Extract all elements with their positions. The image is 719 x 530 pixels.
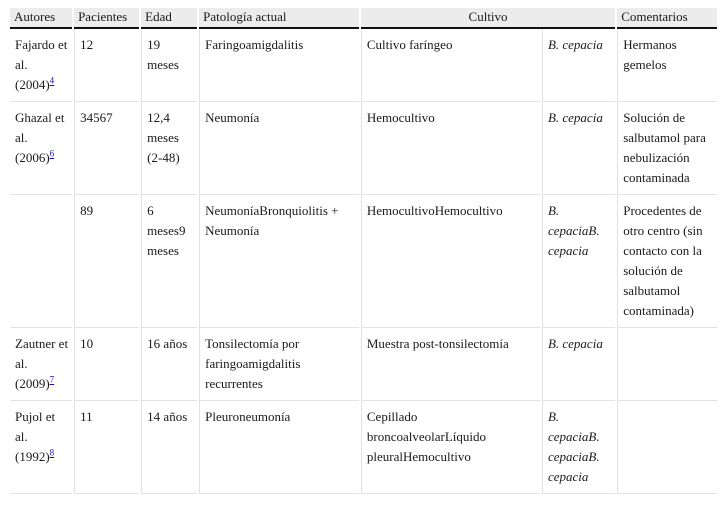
- comments-cell: [617, 401, 717, 494]
- comments-cell: Solución de salbutamol para nebulización contaminada: [617, 102, 717, 195]
- table-row: [10, 29, 717, 102]
- pathology-cell: Tonsilectomía por faringoamigdalitis recurrentes: [199, 328, 359, 401]
- header-comments: Comentarios: [617, 8, 717, 29]
- age-cell: 12,4 meses (2-48): [141, 102, 197, 195]
- author-cell: Ghazal et al. (2006)$^6$: [10, 102, 72, 195]
- table-header-row: [10, 8, 717, 29]
- table-row: [10, 328, 717, 401]
- table-row: [10, 401, 717, 494]
- organism-cell: B. cepacia: [542, 29, 615, 102]
- culture-cell: Cepillado broncoalveolarLíquido pleuralHemocultivo: [361, 401, 540, 494]
- studies-table: [8, 8, 719, 494]
- patients-cell: 10: [74, 328, 139, 401]
- culture-cell: Muestra post-tonsilectomía: [361, 328, 540, 401]
- reference-link[interactable]: 4: [49, 75, 55, 86]
- pathology-cell: Faringoamigdalitis: [199, 29, 359, 102]
- organism-cell: B. cepaciaB. cepacia: [542, 195, 615, 328]
- culture-cell: Cultivo faríngeo: [361, 29, 540, 102]
- comments-cell: Procedentes de otro centro (sin contacto con la solución de salbutamol contaminada): [617, 195, 717, 328]
- culture-cell: HemocultivoHemocultivo: [361, 195, 540, 328]
- organism-cell: B. cepacia: [542, 102, 615, 195]
- reference-link[interactable]: 7: [49, 374, 55, 385]
- patients-cell: 11: [74, 401, 139, 494]
- author-cell: Zautner et al. (2009)$^7$: [10, 328, 72, 401]
- pathology-cell: NeumoníaBronquiolitis + Neumonía: [199, 195, 359, 328]
- reference-link[interactable]: 8: [49, 447, 55, 458]
- header-patients: Pacientes: [74, 8, 139, 29]
- patients-cell: 34567: [74, 102, 139, 195]
- culture-cell: Hemocultivo: [361, 102, 540, 195]
- pathology-cell: Pleuroneumonía: [199, 401, 359, 494]
- header-pathology: Patología actual: [199, 8, 359, 29]
- table-row: [10, 102, 717, 195]
- organism-cell: B. cepacia: [542, 328, 615, 401]
- comments-cell: [617, 328, 717, 401]
- age-cell: 16 años: [141, 328, 197, 401]
- patients-cell: 89: [74, 195, 139, 328]
- author-cell: Fajardo et al. (2004)$^4$: [10, 29, 72, 102]
- patients-cell: 12: [74, 29, 139, 102]
- table-row: [10, 195, 717, 328]
- header-age: Edad: [141, 8, 197, 29]
- reference-link[interactable]: 6: [49, 148, 55, 159]
- header-authors: Autores: [10, 8, 72, 29]
- comments-cell: Hermanos gemelos: [617, 29, 717, 102]
- author-cell: [10, 195, 72, 328]
- age-cell: 6 meses9 meses: [141, 195, 197, 328]
- header-culture: Cultivo: [361, 8, 615, 29]
- author-cell: Pujol et al. (1992)$^8$: [10, 401, 72, 494]
- organism-cell: B. cepaciaB. cepaciaB. cepacia: [542, 401, 615, 494]
- age-cell: 19 meses: [141, 29, 197, 102]
- pathology-cell: Neumonía: [199, 102, 359, 195]
- age-cell: 14 años: [141, 401, 197, 494]
